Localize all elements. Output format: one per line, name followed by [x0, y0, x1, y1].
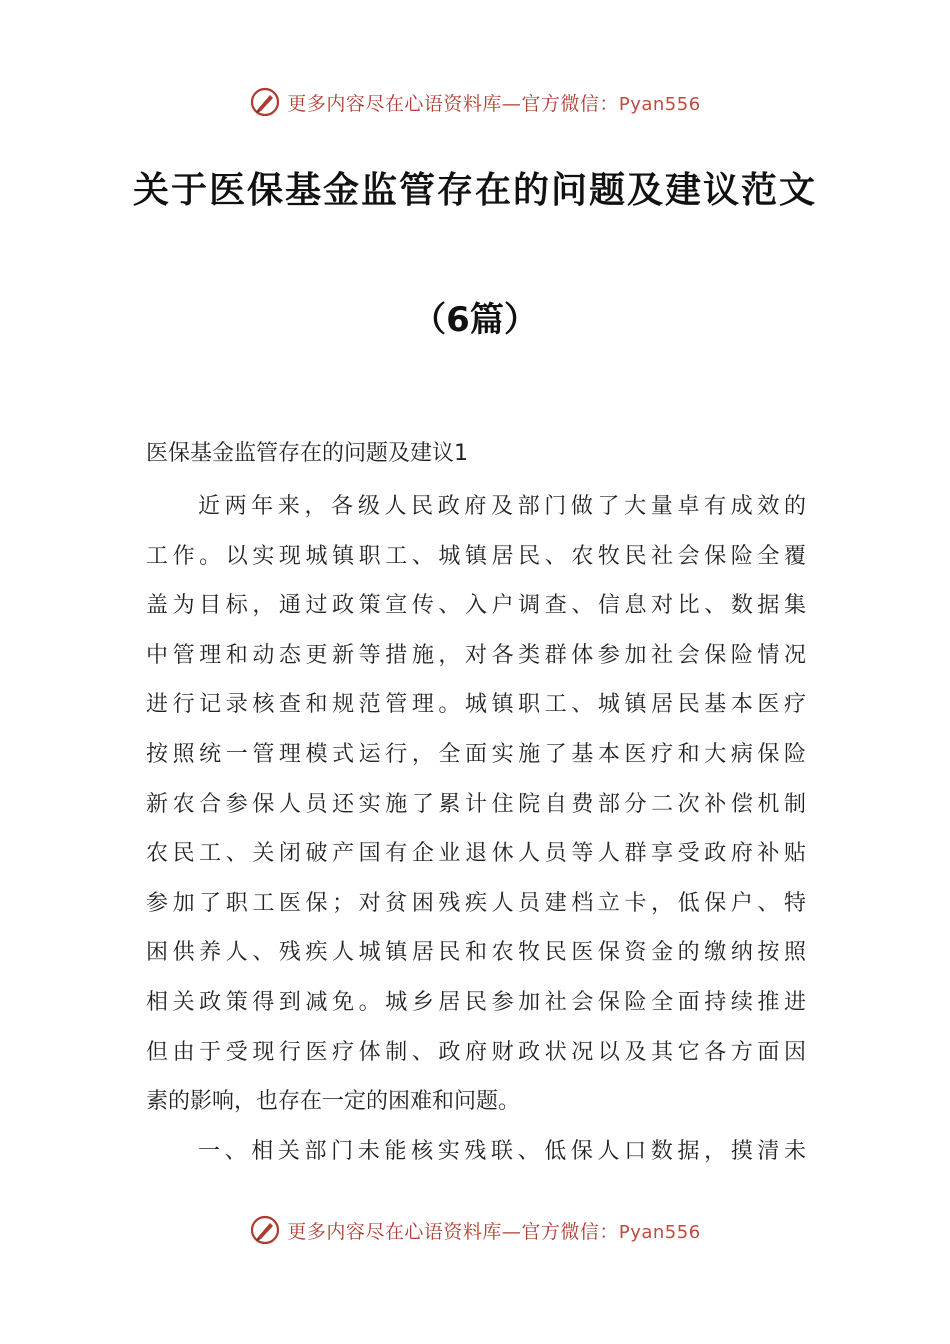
document-title: 关于医保基金监管存在的问题及建议范文 [132, 170, 817, 211]
paragraph-line: 进行记录核查和规范管理。城镇职工、城镇居民基本医疗 [146, 692, 806, 718]
paragraph-line: 相关政策得到减免。城乡居民参加社会保险全面持续推进 [146, 989, 806, 1015]
paragraph-line: 新农合参保人员还实施了累计住院自费部分二次补偿机制 [146, 791, 806, 817]
document-subtitle: （6篇） [412, 300, 538, 340]
paragraph-line: 但由于受现行医疗体制、政府财政状况以及其它各方面因 [146, 1039, 806, 1065]
watermark-dash: — [501, 1220, 522, 1243]
footer-watermark [0, 1210, 950, 1250]
paragraph-line: 近两年来，各级人民政府及部门做了大量卓有成效的 [198, 494, 806, 519]
header-watermark [0, 82, 950, 122]
paragraph-line: 素的影响，也存在一定的困难和问题。 [146, 1089, 521, 1115]
watermark-wechat-id: Pyan556 [618, 93, 701, 115]
paragraph-line: 中管理和动态更新等措施，对各类群体参加社会保险情况 [146, 642, 806, 668]
watermark-text: 更多内容尽在心语资料库 [287, 92, 502, 115]
paragraph-line: 按照统一管理模式运行，全面实施了基本医疗和大病保险 [146, 741, 806, 767]
paragraph-line: 工作。以实现城镇职工、城镇居民、农牧民社会保险全覆 [146, 543, 806, 569]
watermark-wechat-id: Pyan556 [618, 1221, 701, 1243]
pen-logo-icon [249, 1214, 281, 1246]
paragraph-line: 农民工、关闭破产国有企业退休人员等人群享受政府补贴 [146, 841, 806, 867]
section-heading: 医保基金监管存在的问题及建议1 [146, 441, 468, 466]
watermark-dash: — [501, 92, 522, 115]
pen-logo-icon [249, 86, 281, 118]
paragraph-line: 困供养人、残疾人城镇居民和农牧民医保资金的缴纳按照 [146, 940, 806, 966]
watermark-text: 更多内容尽在心语资料库 [287, 1220, 502, 1243]
paragraph-line: 参加了职工医保；对贫困残疾人员建档立卡，低保户、特 [146, 890, 806, 916]
paragraph-line: 盖为目标，通过政策宣传、入户调查、信息对比、数据集 [146, 593, 806, 619]
paragraph-line: 一、相关部门未能核实残联、低保人口数据，摸清未 [198, 1138, 806, 1164]
watermark-wechat-label: 官方微信： [521, 1220, 619, 1243]
body-text [146, 482, 806, 1176]
watermark-wechat-label: 官方微信： [521, 92, 619, 115]
